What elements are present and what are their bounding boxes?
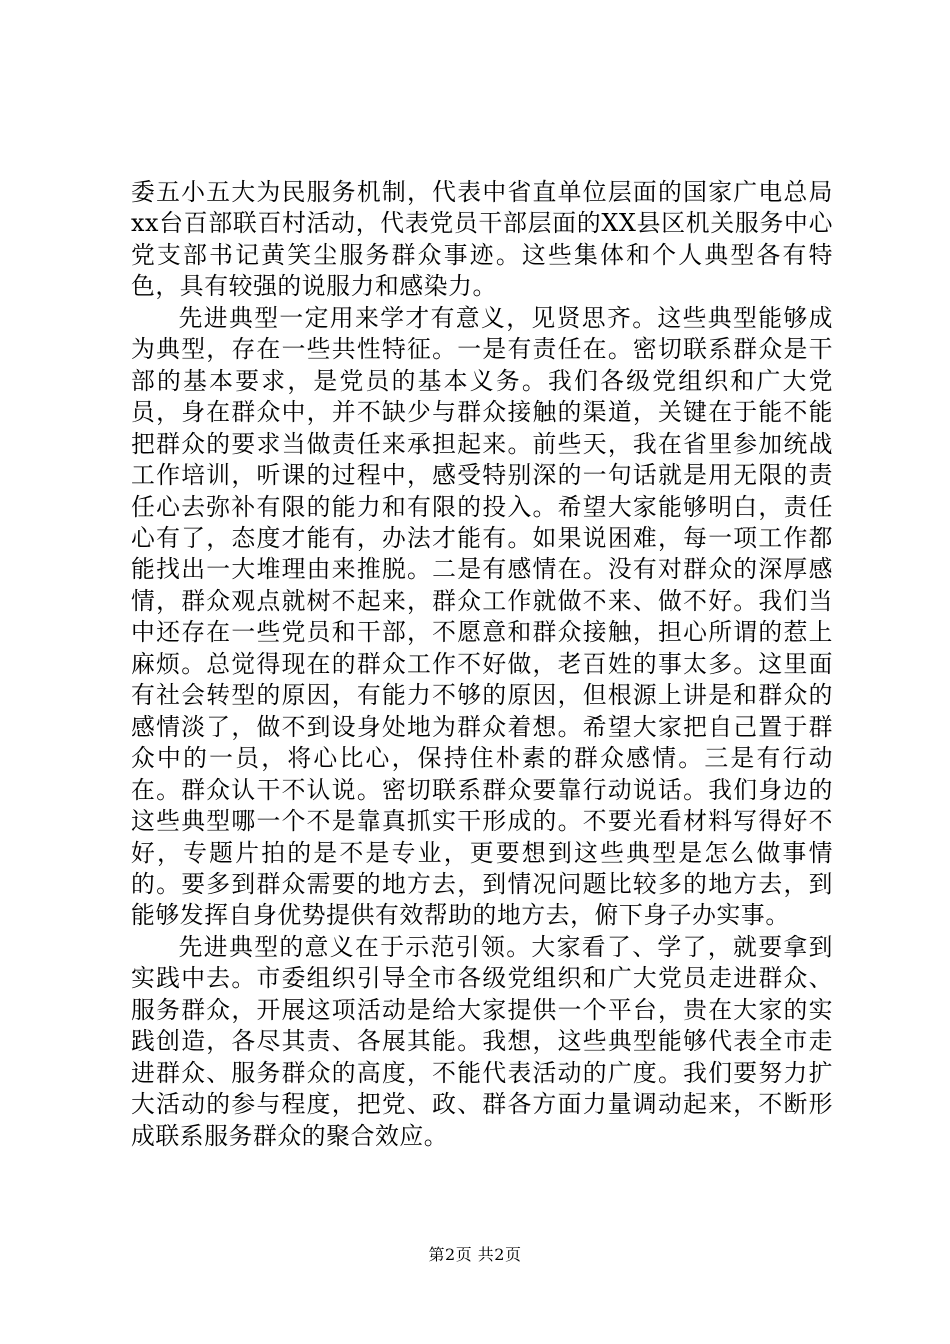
paragraph-2: 先进典型一定用来学才有意义，见贤思齐。这些典型能够成为典型，存在一些共性特征。一是有责任在。密切联系群众是干部的基本要求，是党员的基本义务。我们各级党组织和广大党员，身在群众中，并不缺少与群众接触的渠道，关键在于能不能把群众的要求当做责任来承担起来。前些天，我在省里参加统战工作培训，听课的过程中，感受特别深的一句话就是用无限的责任心去弥补有限的能力和有限的投入。希望大家能够明白，责任心有了，态度才能有，办法才能有。如果说困难，每一项工作都能找出一大堆理由来推脱。二是有感情在。没有对群众的深厚感情，群众观点就树不起来，群众工作就做不来、做不好。我们当中还存在一些党员和干部，不愿意和群众接触，担心所谓的惹上麻烦。总觉得现在的群众工作不好做，老百姓的事太多。这里面有社会转型的原因，有能力不够的原因，但根源上讲是和群众的感情淡了，做不到设身处地为群众着想。希望大家把自己置于群众中的一员，将心比心，保持住朴素的群众感情。三是有行动在。群众认干不认说。密切联系群众要靠行动说话。我们身边的这些典型哪一个不是靠真抓实干形成的。不要光看材料写得好不好，专题片拍的是不是专业，更要想到这些典型是怎么做事情的。要多到群众需要的地方去，到情况问题比较多的地方去，到能够发挥自身优势提供有效帮助的地方去，俯下身子办实事。 <box>131 303 833 930</box>
page-number-label: 第2页 共2页 <box>428 1245 522 1264</box>
page-footer <box>0 1245 950 1265</box>
document-body <box>131 177 833 1152</box>
paragraph-3: 先进典型的意义在于示范引领。大家看了、学了，就要拿到实践中去。市委组织引导全市各级党组织和广大党员走进群众、服务群众，开展这项活动是给大家提供一个平台，贵在大家的实践创造，各尽其责、各展其能。我想，这些典型能够代表全市走进群众、服务群众的高度，不能代表活动的广度。我们要努力扩大活动的参与程度，把党、政、群各方面力量调动起来，不断形成联系服务群众的聚合效应。 <box>131 932 833 1150</box>
paragraph-1: 委五小五大为民服务机制，代表中省直单位层面的国家广电总局xx台百部联百村活动，代表党员干部层面的XX县区机关服务中心党支部书记黄笑尘服务群众事迹。这些集体和个人典型各有特色，具有较强的说服力和感染力。 <box>131 178 833 301</box>
